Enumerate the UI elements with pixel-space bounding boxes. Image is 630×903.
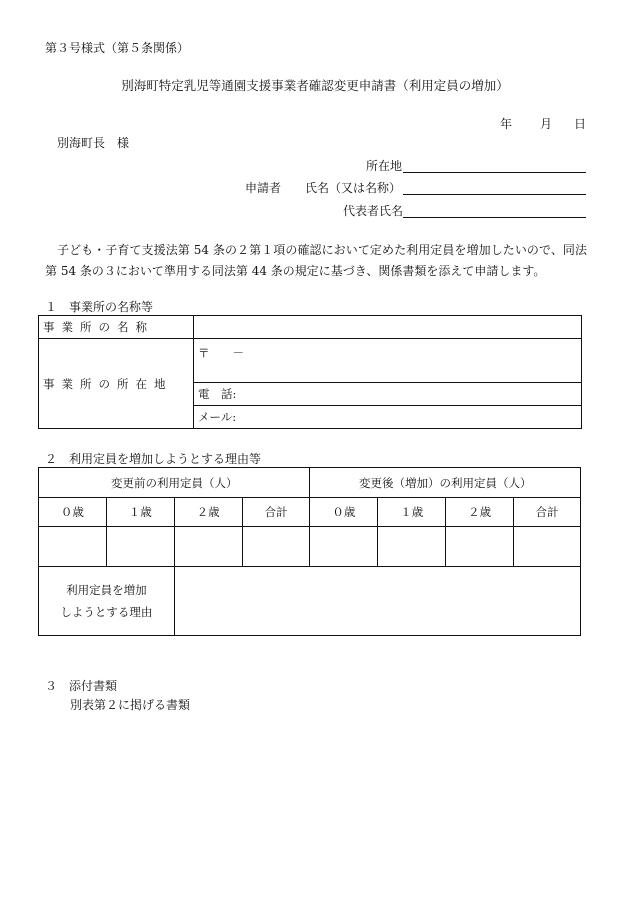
col-after-age2: ２歳 [446, 498, 514, 527]
cell-after-age2[interactable] [446, 527, 514, 567]
application-text: 子ども・子育て支援法第 54 条の２第１項の確認において定めた利用定員を増加したいので、同法第 54 条の３において準用する同法第 44 条の規定に基づき、関係書類を添えて申請します。 [45, 243, 587, 278]
col-before-age1: １歳 [106, 498, 174, 527]
form-number: 第３号様式（第５条関係） [45, 41, 190, 55]
section3-heading: ３ 添付書類 [45, 679, 118, 693]
attachment-item: 別表第２に掲げる書類 [70, 698, 191, 712]
col-after-total: 合計 [514, 498, 581, 527]
rep-label: 代表者氏名 [343, 204, 404, 218]
facility-name-field[interactable] [194, 316, 582, 339]
addressee: 別海町長 様 [57, 136, 130, 150]
reason-label-line2: しようとする理由 [60, 605, 153, 619]
cell-before-total[interactable] [242, 527, 310, 567]
postal-field[interactable]: 〒 － [194, 339, 582, 383]
before-capacity-header: 変更前の利用定員（人） [39, 468, 310, 498]
mail-field[interactable]: メール: [194, 406, 582, 429]
section2-heading: ２ 利用定員を増加しようとする理由等 [45, 452, 262, 466]
rep-line[interactable] [403, 204, 586, 218]
name-line[interactable] [403, 181, 586, 195]
date-year: 年 [500, 117, 513, 131]
cell-after-age1[interactable] [378, 527, 446, 567]
col-before-age0: ０歳 [39, 498, 107, 527]
col-after-age0: ０歳 [310, 498, 378, 527]
cell-before-age1[interactable] [106, 527, 174, 567]
cell-before-age0[interactable] [39, 527, 107, 567]
facility-name-label: 事業所の名称 [39, 316, 194, 339]
address-line[interactable] [403, 159, 586, 173]
address-label: 所在地 [366, 159, 403, 173]
reason-label-line1: 利用定員を増加 [66, 583, 147, 597]
name-label: 氏名（又は名称） [305, 181, 402, 195]
col-before-age2: ２歳 [174, 498, 242, 527]
after-capacity-header: 変更後（増加）の利用定員（人） [310, 468, 581, 498]
cell-after-total[interactable] [514, 527, 581, 567]
facility-table [38, 315, 582, 429]
date-month: 月 [540, 117, 553, 131]
cell-after-age0[interactable] [310, 527, 378, 567]
capacity-table [38, 467, 581, 636]
document-title: 別海町特定乳児等通園支援事業者確認変更申請書（利用定員の増加） [121, 78, 509, 93]
col-before-total: 合計 [242, 498, 310, 527]
col-after-age1: １歳 [378, 498, 446, 527]
date-day: 日 [574, 117, 587, 131]
section1-heading: １ 事業所の名称等 [45, 300, 154, 314]
applicant-label: 申請者 [245, 181, 282, 195]
reason-label [39, 567, 175, 636]
cell-before-age2[interactable] [174, 527, 242, 567]
reason-field[interactable] [174, 567, 580, 636]
facility-location-label: 事業所の所在地 [39, 339, 194, 429]
phone-field[interactable]: 電 話: [194, 383, 582, 406]
